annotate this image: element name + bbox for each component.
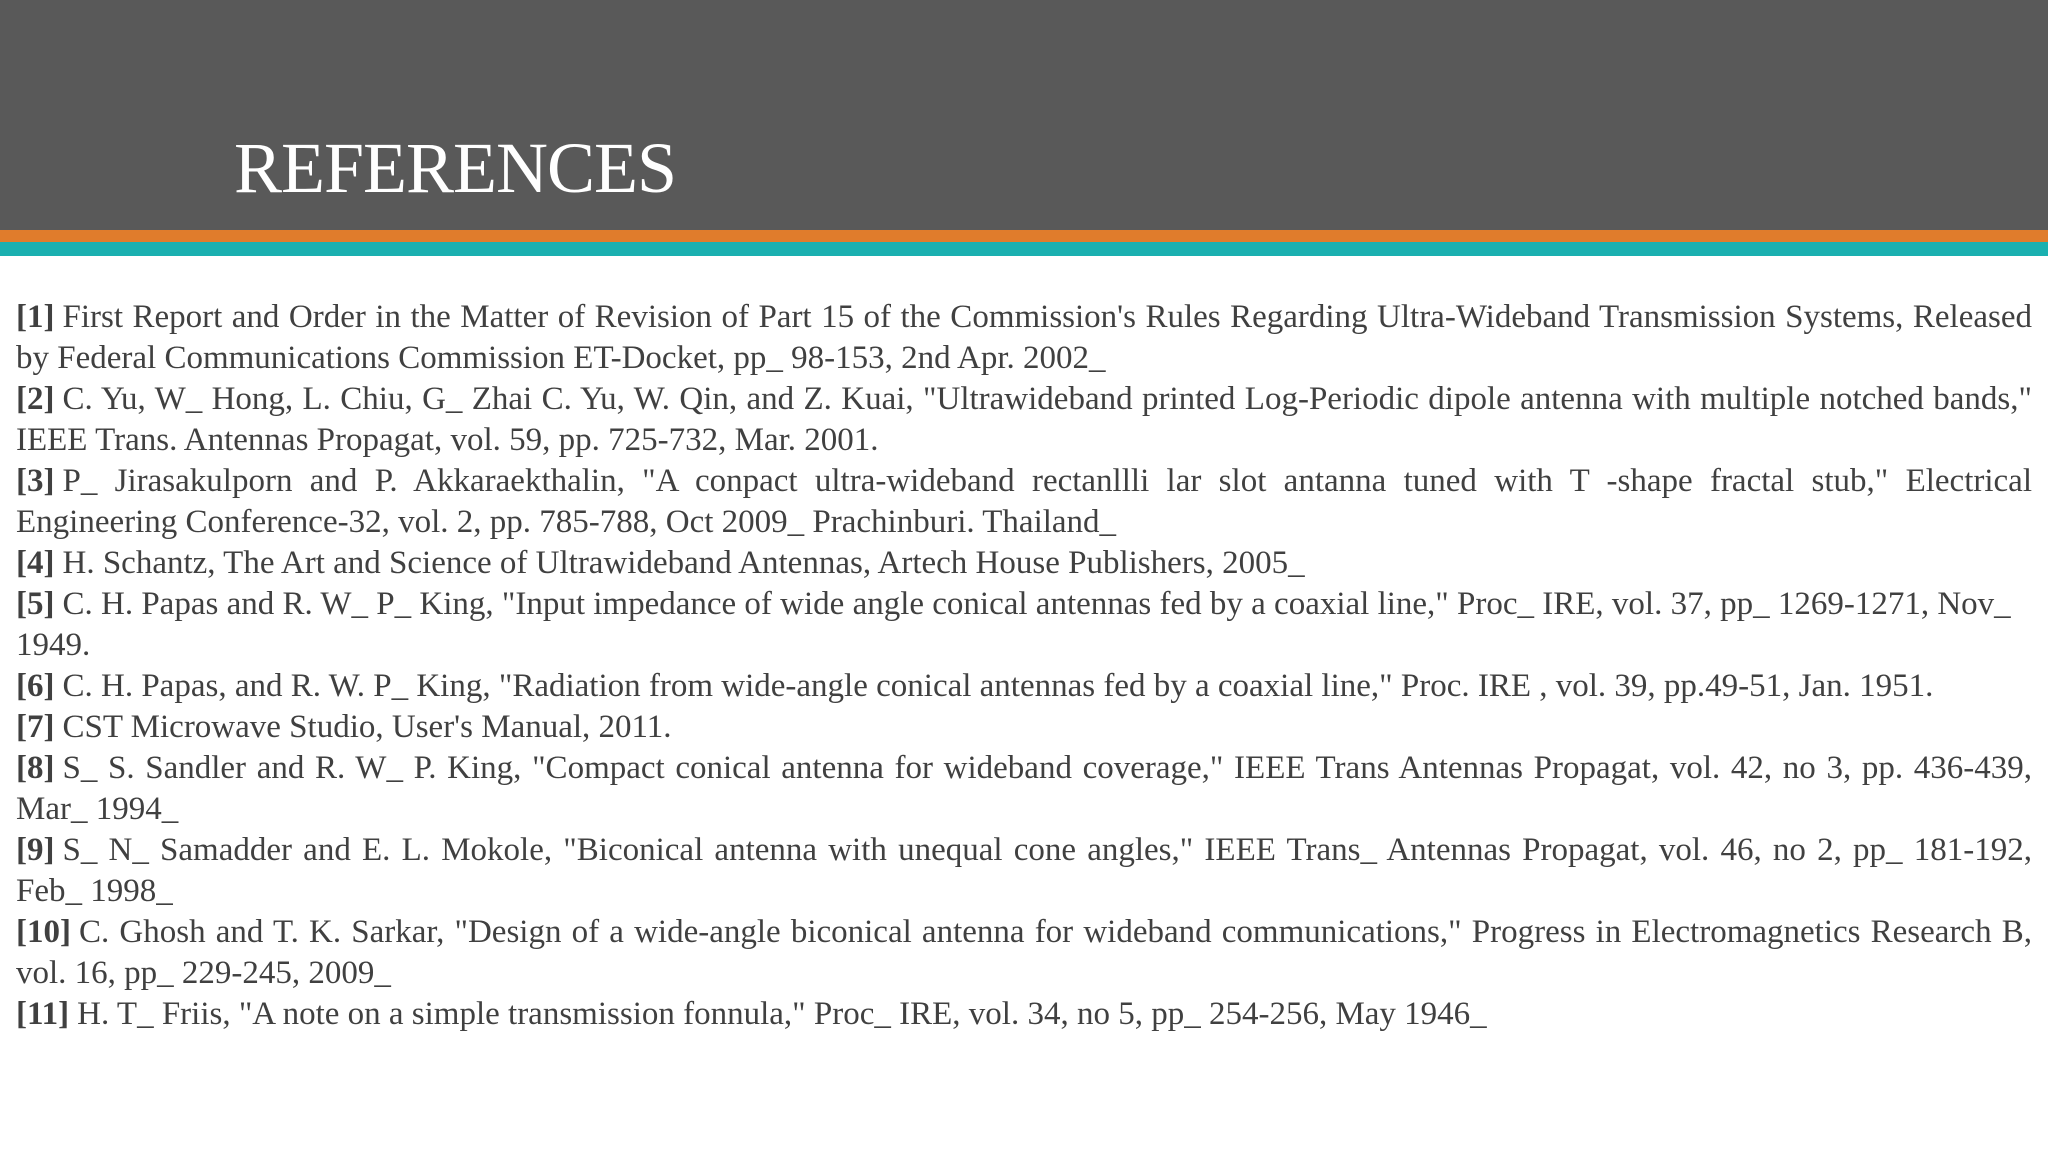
reference-item <box>16 584 2032 666</box>
slide-title: REFERENCES <box>234 128 677 208</box>
reference-text: C. H. Papas, and R. W. P_ King, "Radiation from wide-angle conical antennas fed by a coaxial line," Proc. IRE , vol. 39, pp.49-51, Jan. 1951. <box>62 668 1934 704</box>
reference-number: [10] <box>16 914 71 950</box>
accent-stripe-teal <box>0 242 2048 256</box>
reference-item <box>16 543 2032 584</box>
reference-number: [3] <box>16 463 55 499</box>
reference-text-continuation: 1949. <box>16 627 91 663</box>
accent-stripe-orange <box>0 230 2048 242</box>
reference-item <box>16 994 2032 1035</box>
reference-number: [9] <box>16 832 55 868</box>
reference-text: C. Yu, W_ Hong, L. Chiu, G_ Zhai C. Yu, W. Qin, and Z. Kuai, "Ultrawideband printed Log-Periodic dipole antenna with multiple notched bands," IEEE Trans. Antennas Propagat, vol. 59, pp. 725-732, Mar. 2001. <box>16 381 2032 458</box>
reference-number: [8] <box>16 750 55 786</box>
reference-item <box>16 379 2032 461</box>
reference-text: C. Ghosh and T. K. Sarkar, "Design of a wide-angle biconical antenna for wideband communications," Progress in Electromagnetics Research B, vol. 16, pp_ 229-245, 2009_ <box>16 914 2032 991</box>
reference-item <box>16 912 2032 994</box>
reference-text: H. T_ Friis, "A note on a simple transmission fonnula," Proc_ IRE, vol. 34, no 5, pp_ 254-256, May 1946_ <box>77 996 1487 1032</box>
reference-number: [4] <box>16 545 55 581</box>
reference-item <box>16 297 2032 379</box>
reference-text: P_ Jirasakulporn and P. Akkaraekthalin, "A conpact ultra-wideband rectanllli lar slot antanna tuned with T -shape fractal stub," Electrical Engineering Conference-32, vol. 2, pp. 785-788, Oct 2009_ Prachinburi. Thailand_ <box>16 463 2032 540</box>
reference-text: H. Schantz, The Art and Science of Ultrawideband Antennas, Artech House Publishers, 2005_ <box>62 545 1305 581</box>
reference-item <box>16 461 2032 543</box>
reference-item <box>16 830 2032 912</box>
title-banner <box>0 0 2048 230</box>
reference-text: S_ N_ Samadder and E. L. Mokole, "Biconical antenna with unequal cone angles," IEEE Trans_ Antennas Propagat, vol. 46, no 2, pp_ 181-192, Feb_ 1998_ <box>16 832 2032 909</box>
reference-item <box>16 707 2032 748</box>
reference-list <box>16 297 2032 1035</box>
reference-item <box>16 666 2032 707</box>
reference-text: C. H. Papas and R. W_ P_ King, "Input impedance of wide angle conical antennas fed by a coaxial line," Proc_ IRE, vol. 37, pp_ 1269-1271, Nov_ <box>62 586 2011 622</box>
reference-number: [11] <box>16 996 70 1032</box>
reference-number: [1] <box>16 299 55 335</box>
reference-text: CST Microwave Studio, User's Manual, 2011. <box>62 709 672 745</box>
reference-text: First Report and Order in the Matter of Revision of Part 15 of the Commission's Rules Regarding Ultra-Wideband Transmission Systems, Released by Federal Communications Commission ET-Docket, pp_ 98-153, 2nd Apr. 2002_ <box>16 299 2032 376</box>
reference-number: [2] <box>16 381 55 417</box>
reference-number: [7] <box>16 709 55 745</box>
reference-text: S_ S. Sandler and R. W_ P. King, "Compact conical antenna for wideband coverage," IEEE Trans Antennas Propagat, vol. 42, no 3, pp. 436-439, Mar_ 1994_ <box>16 750 2032 827</box>
reference-number: [6] <box>16 668 55 704</box>
reference-number: [5] <box>16 586 55 622</box>
reference-item <box>16 748 2032 830</box>
